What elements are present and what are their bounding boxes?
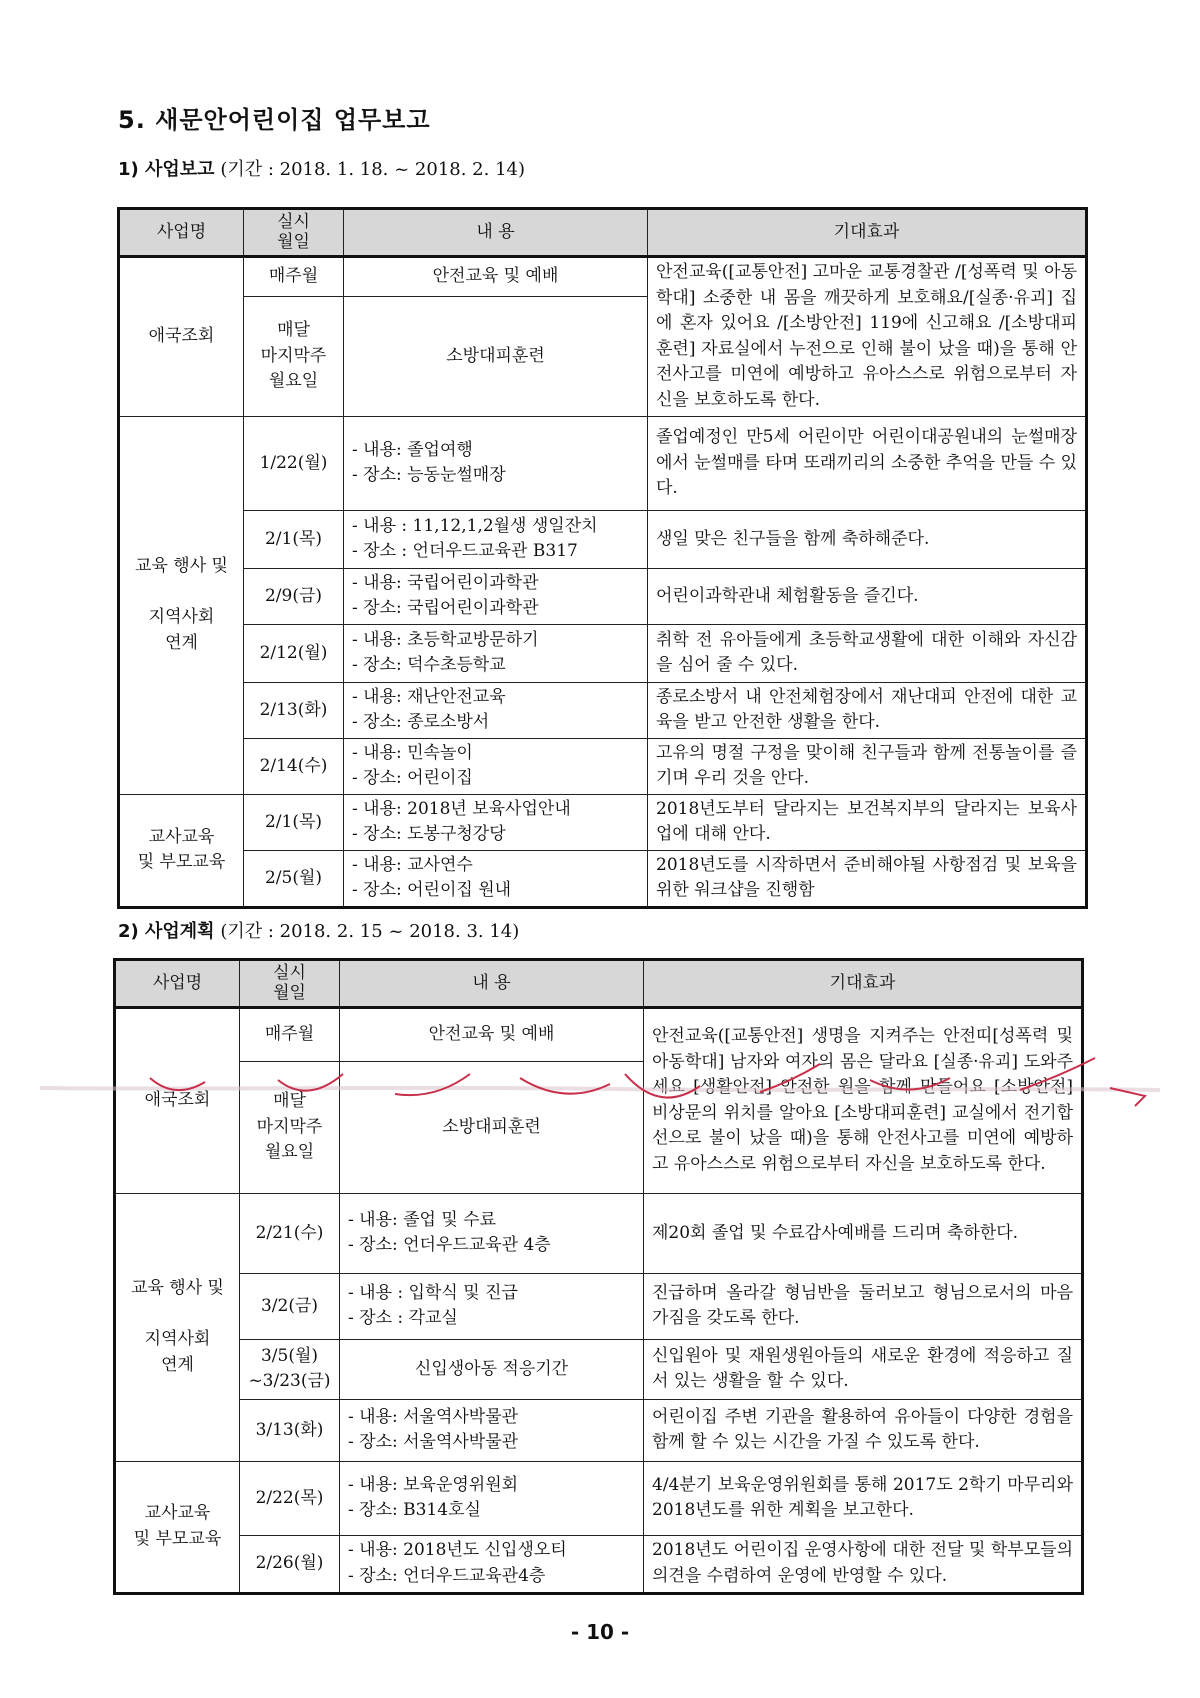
row-effect: 2018년도부터 달라지는 보건복지부의 달라지는 보육사업에 대해 안다.: [648, 794, 1087, 850]
table-row: [119, 682, 1087, 738]
row-content: - 내용: 민속놀이 - 장소: 어린이집: [344, 738, 648, 794]
row-effect: 4/4분기 보육운영위원회를 통해 2017도 2학기 마무리와 2018년도를 위한 계획을 보고한다.: [644, 1461, 1083, 1535]
row-content: - 내용: 초등학교방문하기 - 장소: 덕수초등학교: [344, 624, 648, 682]
header-date: 실시 월일: [244, 209, 344, 257]
header-name: 사업명: [119, 209, 244, 257]
table-row: [119, 256, 1087, 296]
section2-title: 2) 사업계획: [118, 921, 215, 942]
row-date: 2/5(월): [244, 850, 344, 907]
row-effect: 종로소방서 내 안전체험장에서 재난대피 안전에 대한 교육을 받고 안전한 생활을 한다.: [648, 682, 1087, 738]
group-name: 교사교육 및 부모교육: [119, 794, 244, 907]
row-content: 안전교육 및 예배: [344, 256, 648, 296]
row-date: 2/26(월): [240, 1535, 340, 1593]
table-row: [119, 850, 1087, 907]
table-row: [119, 568, 1087, 624]
group-name: 교사교육 및 부모교육: [115, 1461, 240, 1593]
row-date: 매주월: [244, 256, 344, 296]
row-content: - 내용: 졸업 및 수료 - 장소: 언더우드교육관 4층: [340, 1193, 644, 1273]
header-content: 내 용: [340, 960, 644, 1008]
page-number: - 10 -: [570, 1620, 630, 1644]
table-row: [115, 1461, 1083, 1535]
row-date: 2/1(목): [244, 794, 344, 850]
row-effect: 2018년도를 시작하면서 준비해야될 사항점검 및 보육을 위한 워크샵을 진행함: [648, 850, 1087, 907]
row-content: - 내용: 2018년도 신입생오티 - 장소: 언더우드교육관4층: [340, 1535, 644, 1593]
table-row: [115, 1273, 1083, 1339]
row-content: - 내용: 보육운영위원회 - 장소: B314호실: [340, 1461, 644, 1535]
row-date: 1/22(월): [244, 416, 344, 510]
group-effect: 안전교육([교통안전] 생명을 지켜주는 안전띠[성폭력 및 아동학대] 남자와 여자의 몸은 달라요 [실종·유괴] 도와주세요 [생활안전] 안전한 원을 함께 만들어요 [소방안전] 비상문의 위치를 알아요 [소방대피훈련] 교실에서 전기합선으로 불이 났을 때)을 통해 안전사고를 미연에 예방하고 유아스스로 위험으로부터 자신을 보호하도록 한다.: [644, 1007, 1083, 1193]
page-heading: 5. 새문안어린이집 업무보고: [118, 106, 431, 134]
report-table: [117, 207, 1088, 909]
row-date: 2/1(목): [244, 510, 344, 568]
row-date: 3/13(화): [240, 1399, 340, 1461]
row-effect: 취학 전 유아들에게 초등학교생활에 대한 이해와 자신감을 심어 줄 수 있다.: [648, 624, 1087, 682]
table-row: [115, 1399, 1083, 1461]
section1-period: (기간 : 2018. 1. 18. ~ 2018. 2. 14): [220, 159, 525, 180]
header-effect: 기대효과: [644, 960, 1083, 1008]
row-date: 2/13(화): [244, 682, 344, 738]
row-date: 2/12(월): [244, 624, 344, 682]
table-row: [119, 794, 1087, 850]
row-date: 3/2(금): [240, 1273, 340, 1339]
header-name: 사업명: [115, 960, 240, 1008]
row-content: 소방대피훈련: [340, 1061, 644, 1193]
section2-period: (기간 : 2018. 2. 15 ~ 2018. 3. 14): [220, 921, 520, 942]
table-row: [115, 1339, 1083, 1399]
table-header-row: [119, 209, 1087, 257]
row-date: 2/22(목): [240, 1461, 340, 1535]
row-content: - 내용: 서울역사박물관 - 장소: 서울역사박물관: [340, 1399, 644, 1461]
row-effect: 생일 맞은 친구들을 함께 축하해준다.: [648, 510, 1087, 568]
header-content: 내 용: [344, 209, 648, 257]
row-date: 2/9(금): [244, 568, 344, 624]
section2-title-row: [118, 917, 519, 943]
row-effect: 어린이집 주변 기관을 활용하여 유아들이 다양한 경험을 함께 할 수 있는 시간을 가질 수 있도록 한다.: [644, 1399, 1083, 1461]
row-date: 3/5(월) ~3/23(금): [240, 1339, 340, 1399]
group-effect: 안전교육([교통안전] 고마운 교통경찰관 /[성폭력 및 아동학대] 소중한 내 몸을 깨끗하게 보호해요/[실종·유괴] 집에 혼자 있어요 /[소방안전] 119에 신고해요 /[소방대피훈련] 자료실에서 누전으로 인해 불이 났을 때)을 통해 안전사고를 미연에 예방하고 유아스스로 위험으로부터 자신을 보호하도록 한다.: [648, 256, 1087, 416]
row-content: 소방대피훈련: [344, 296, 648, 416]
header-date: 실시 월일: [240, 960, 340, 1008]
row-effect: 고유의 명절 구정을 맞이해 친구들과 함께 전통놀이를 즐기며 우리 것을 안다.: [648, 738, 1087, 794]
row-content: - 내용: 2018년 보육사업안내 - 장소: 도봉구청강당: [344, 794, 648, 850]
row-content: - 내용: 재난안전교육 - 장소: 종로소방서: [344, 682, 648, 738]
row-effect: 2018년도 어린이집 운영사항에 대한 전달 및 학부모들의 의견을 수렴하여 운영에 반영할 수 있다.: [644, 1535, 1083, 1593]
row-date: 2/14(수): [244, 738, 344, 794]
row-content: - 내용: 졸업여행 - 장소: 능동눈썰매장: [344, 416, 648, 510]
table-row: [115, 1007, 1083, 1061]
header-effect: 기대효과: [648, 209, 1087, 257]
row-effect: 제20회 졸업 및 수료감사예배를 드리며 축하한다.: [644, 1193, 1083, 1273]
row-content: 신입생아동 적응기간: [340, 1339, 644, 1399]
group-name: 애국조회: [115, 1007, 240, 1193]
row-effect: 신입원아 및 재원생원아들의 새로운 환경에 적응하고 질서 있는 생활을 할 수 있다.: [644, 1339, 1083, 1399]
table-row: [119, 416, 1087, 510]
row-date: 2/21(수): [240, 1193, 340, 1273]
table-row: [115, 1193, 1083, 1273]
section1-title-row: [118, 155, 525, 181]
row-content: - 내용 : 입학식 및 진급 - 장소 : 각교실: [340, 1273, 644, 1339]
group-name: 교육 행사 및 지역사회 연계: [119, 416, 244, 794]
table-row: [115, 1535, 1083, 1593]
table-row: [119, 510, 1087, 568]
row-content: - 내용: 교사연수 - 장소: 어린이집 원내: [344, 850, 648, 907]
row-content: - 내용: 국립어린이과학관 - 장소: 국립어린이과학관: [344, 568, 648, 624]
section1-title: 1) 사업보고: [118, 159, 215, 180]
row-date: 매달 마지막주 월요일: [240, 1061, 340, 1193]
group-name: 애국조회: [119, 256, 244, 416]
row-effect: 진급하며 올라갈 형님반을 둘러보고 형님으로서의 마음가짐을 갖도록 한다.: [644, 1273, 1083, 1339]
row-effect: 어린이과학관내 체험활동을 즐긴다.: [648, 568, 1087, 624]
row-date: 매달 마지막주 월요일: [244, 296, 344, 416]
row-effect: 졸업예정인 만5세 어린이만 어린이대공원내의 눈썰매장에서 눈썰매를 타며 또래끼리의 소중한 추억을 만들 수 있다.: [648, 416, 1087, 510]
row-content: 안전교육 및 예배: [340, 1007, 644, 1061]
row-content: - 내용 : 11,12,1,2월생 생일잔치 - 장소 : 언더우드교육관 B317: [344, 510, 648, 568]
plan-table: [113, 958, 1084, 1595]
table-row: [119, 738, 1087, 794]
group-name: 교육 행사 및 지역사회 연계: [115, 1193, 240, 1461]
table-header-row: [115, 960, 1083, 1008]
table-row: [119, 624, 1087, 682]
row-date: 매주월: [240, 1007, 340, 1061]
